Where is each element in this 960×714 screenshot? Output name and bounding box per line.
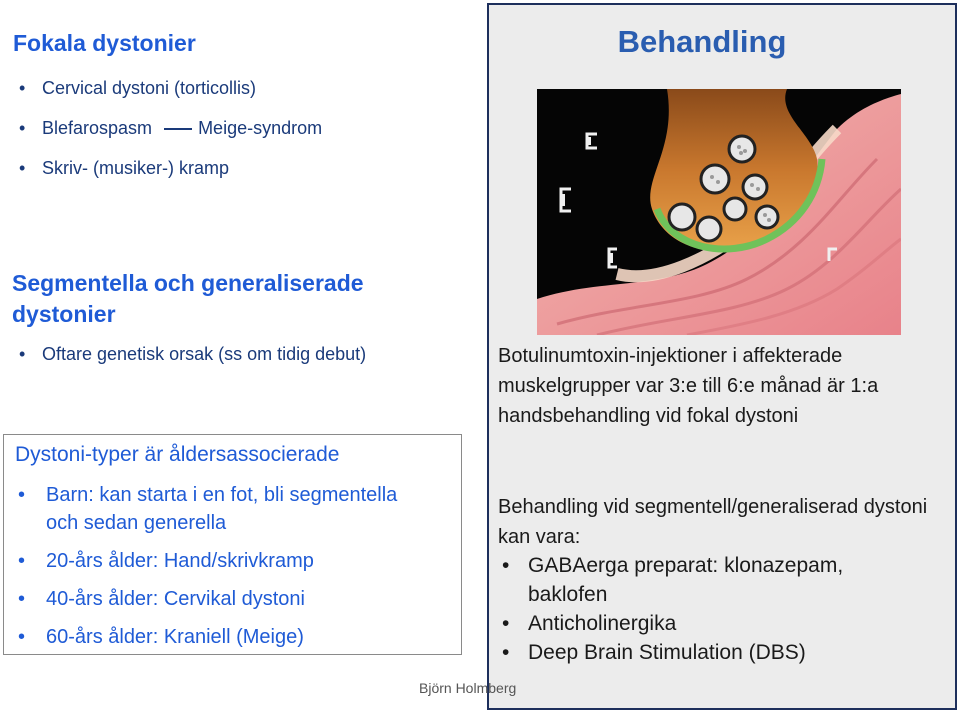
list-item-text: Deep Brain Stimulation (DBS) [528, 641, 806, 664]
synapse-illustration [537, 89, 901, 335]
list-item-text: 40-års ålder: Cervikal dystoni [46, 588, 305, 610]
list-item-text: Skriv- (musiker-) kramp [42, 158, 229, 178]
list-item-text: Barn: kan starta i en fot, bli segmentella och sedan generella [46, 484, 398, 534]
list-item-text: Oftare genetisk orsak (ss om tidig debut) [42, 344, 367, 364]
list-item-text: GABAerga preparat: klonazepam, baklofen [528, 554, 844, 606]
list-item [498, 638, 918, 667]
list-item [12, 116, 322, 156]
list-item [12, 76, 322, 116]
age-types-list [14, 481, 426, 661]
segmental-treatment-paragraph: Behandling vid segmentell/generaliserad dystoni kan vara: [498, 496, 928, 548]
list-item-text: Cervical dystoni (torticollis) [42, 78, 257, 98]
botulinum-paragraph: Botulinumtoxin-injektioner i affekterade muskelgrupper var 3:e till 6:e månad är 1:a handsbehandling vid fokal dystoni [498, 345, 879, 427]
panel-title: Behandling [617, 24, 787, 59]
list-item [14, 585, 426, 613]
list-item-text: Anticholinergika [528, 612, 677, 635]
list-item-text: Blefarospasm [42, 118, 153, 138]
box-heading: Dystoni-typer är åldersassocierade [15, 443, 340, 466]
list-item [12, 344, 366, 365]
list-item [498, 609, 918, 638]
section-heading-focal: Fokala dystonier [13, 30, 196, 56]
list-item [12, 156, 322, 196]
list-item [14, 623, 426, 651]
list-item-text: 20-års ålder: Hand/skrivkramp [46, 550, 314, 572]
section-heading-segmental: Segmentella och generaliserade dystonier [12, 270, 364, 327]
list-item [14, 547, 426, 575]
treatment-options-list [498, 551, 918, 667]
focal-dystonia-list [12, 76, 322, 196]
author-footer: Björn Holmberg [419, 680, 517, 696]
dash-divider [164, 128, 192, 130]
synapse-botulinum-icon [537, 89, 901, 335]
list-item [14, 481, 426, 537]
segmental-list [12, 344, 366, 365]
list-item-text: Meige-syndrom [198, 118, 323, 138]
list-item-text: 60-års ålder: Kraniell (Meige) [46, 626, 304, 648]
list-item [498, 551, 918, 609]
